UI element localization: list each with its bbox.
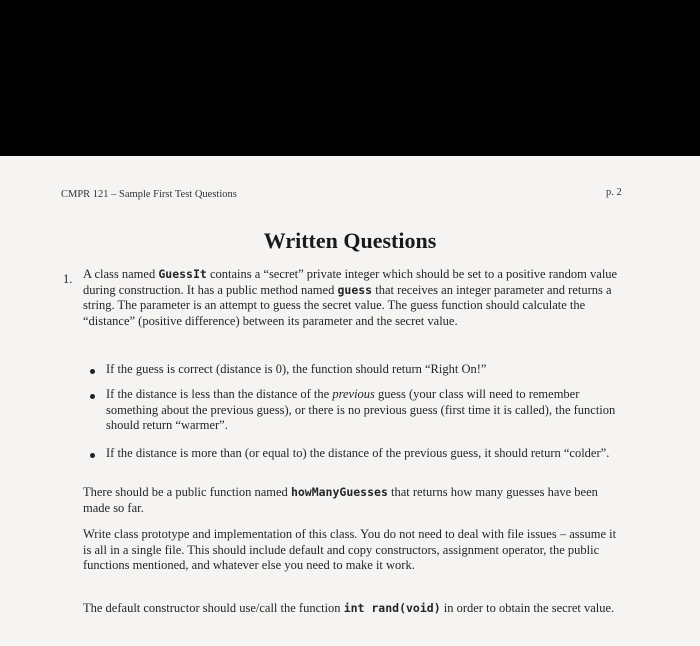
document-page — [0, 156, 700, 646]
how-many-guesses-code: howManyGuesses — [290, 485, 388, 499]
method-name-code: guess — [337, 282, 373, 297]
bullet-dot — [90, 369, 95, 374]
bullet-dot — [90, 394, 95, 399]
class-name-code: GuessIt — [158, 267, 207, 281]
intro-text-1: A class named — [83, 267, 159, 281]
previous-emphasis: previous — [332, 387, 375, 401]
intro-text-3: that receives an integer parameter and returns a string. The parameter is an attempt to guess the secret value. The guess function should calculate the “distance” (positive difference) between its parameter and the secret value. — [83, 282, 612, 328]
rand-code: int rand(void) — [343, 601, 441, 615]
header-page-number: p. 2 — [606, 187, 622, 198]
question-number: 1. — [63, 272, 73, 286]
how-many-guesses-paragraph — [83, 485, 613, 516]
bullet-correct: If the guess is correct (distance is 0), the function should return “Right On!” — [106, 362, 487, 376]
question-intro — [83, 267, 628, 329]
header-course: CMPR 121 – Sample First Test Questions — [61, 189, 237, 200]
warmer-text-1: If the distance is less than the distance of the — [106, 387, 333, 401]
bullet-warmer — [106, 387, 634, 434]
warmer-text-2: guess (your class will need to remember something about the previous guess), or there is no previous guess (first time it is called), the function should return “warmer”. — [106, 387, 616, 433]
constructor-paragraph — [83, 601, 623, 617]
p4-text-1: The default constructor should use/call the function — [83, 601, 344, 615]
instructions-paragraph: Write class prototype and implementation of this class. You do not need to deal with file issues – assume it is all in a single file. This should include default and copy constructors, assignment operator, the public functions mentioned, and whatever else you need to make it work. — [83, 527, 617, 573]
intro-text-2: contains a “secret” private integer which should be set to a positive random value during construction. It has a public method named — [83, 267, 618, 297]
bullet-colder: If the distance is more than (or equal to) the distance of the previous guess, it should return “colder”. — [106, 446, 610, 460]
p2-text-1: There should be a public function named — [83, 485, 291, 499]
p2-text-2: that returns how many guesses have been made so far. — [83, 485, 598, 515]
p4-text-2: in order to obtain the secret value. — [440, 601, 615, 615]
bullet-dot — [90, 453, 95, 458]
section-title: Written Questions — [263, 228, 437, 253]
